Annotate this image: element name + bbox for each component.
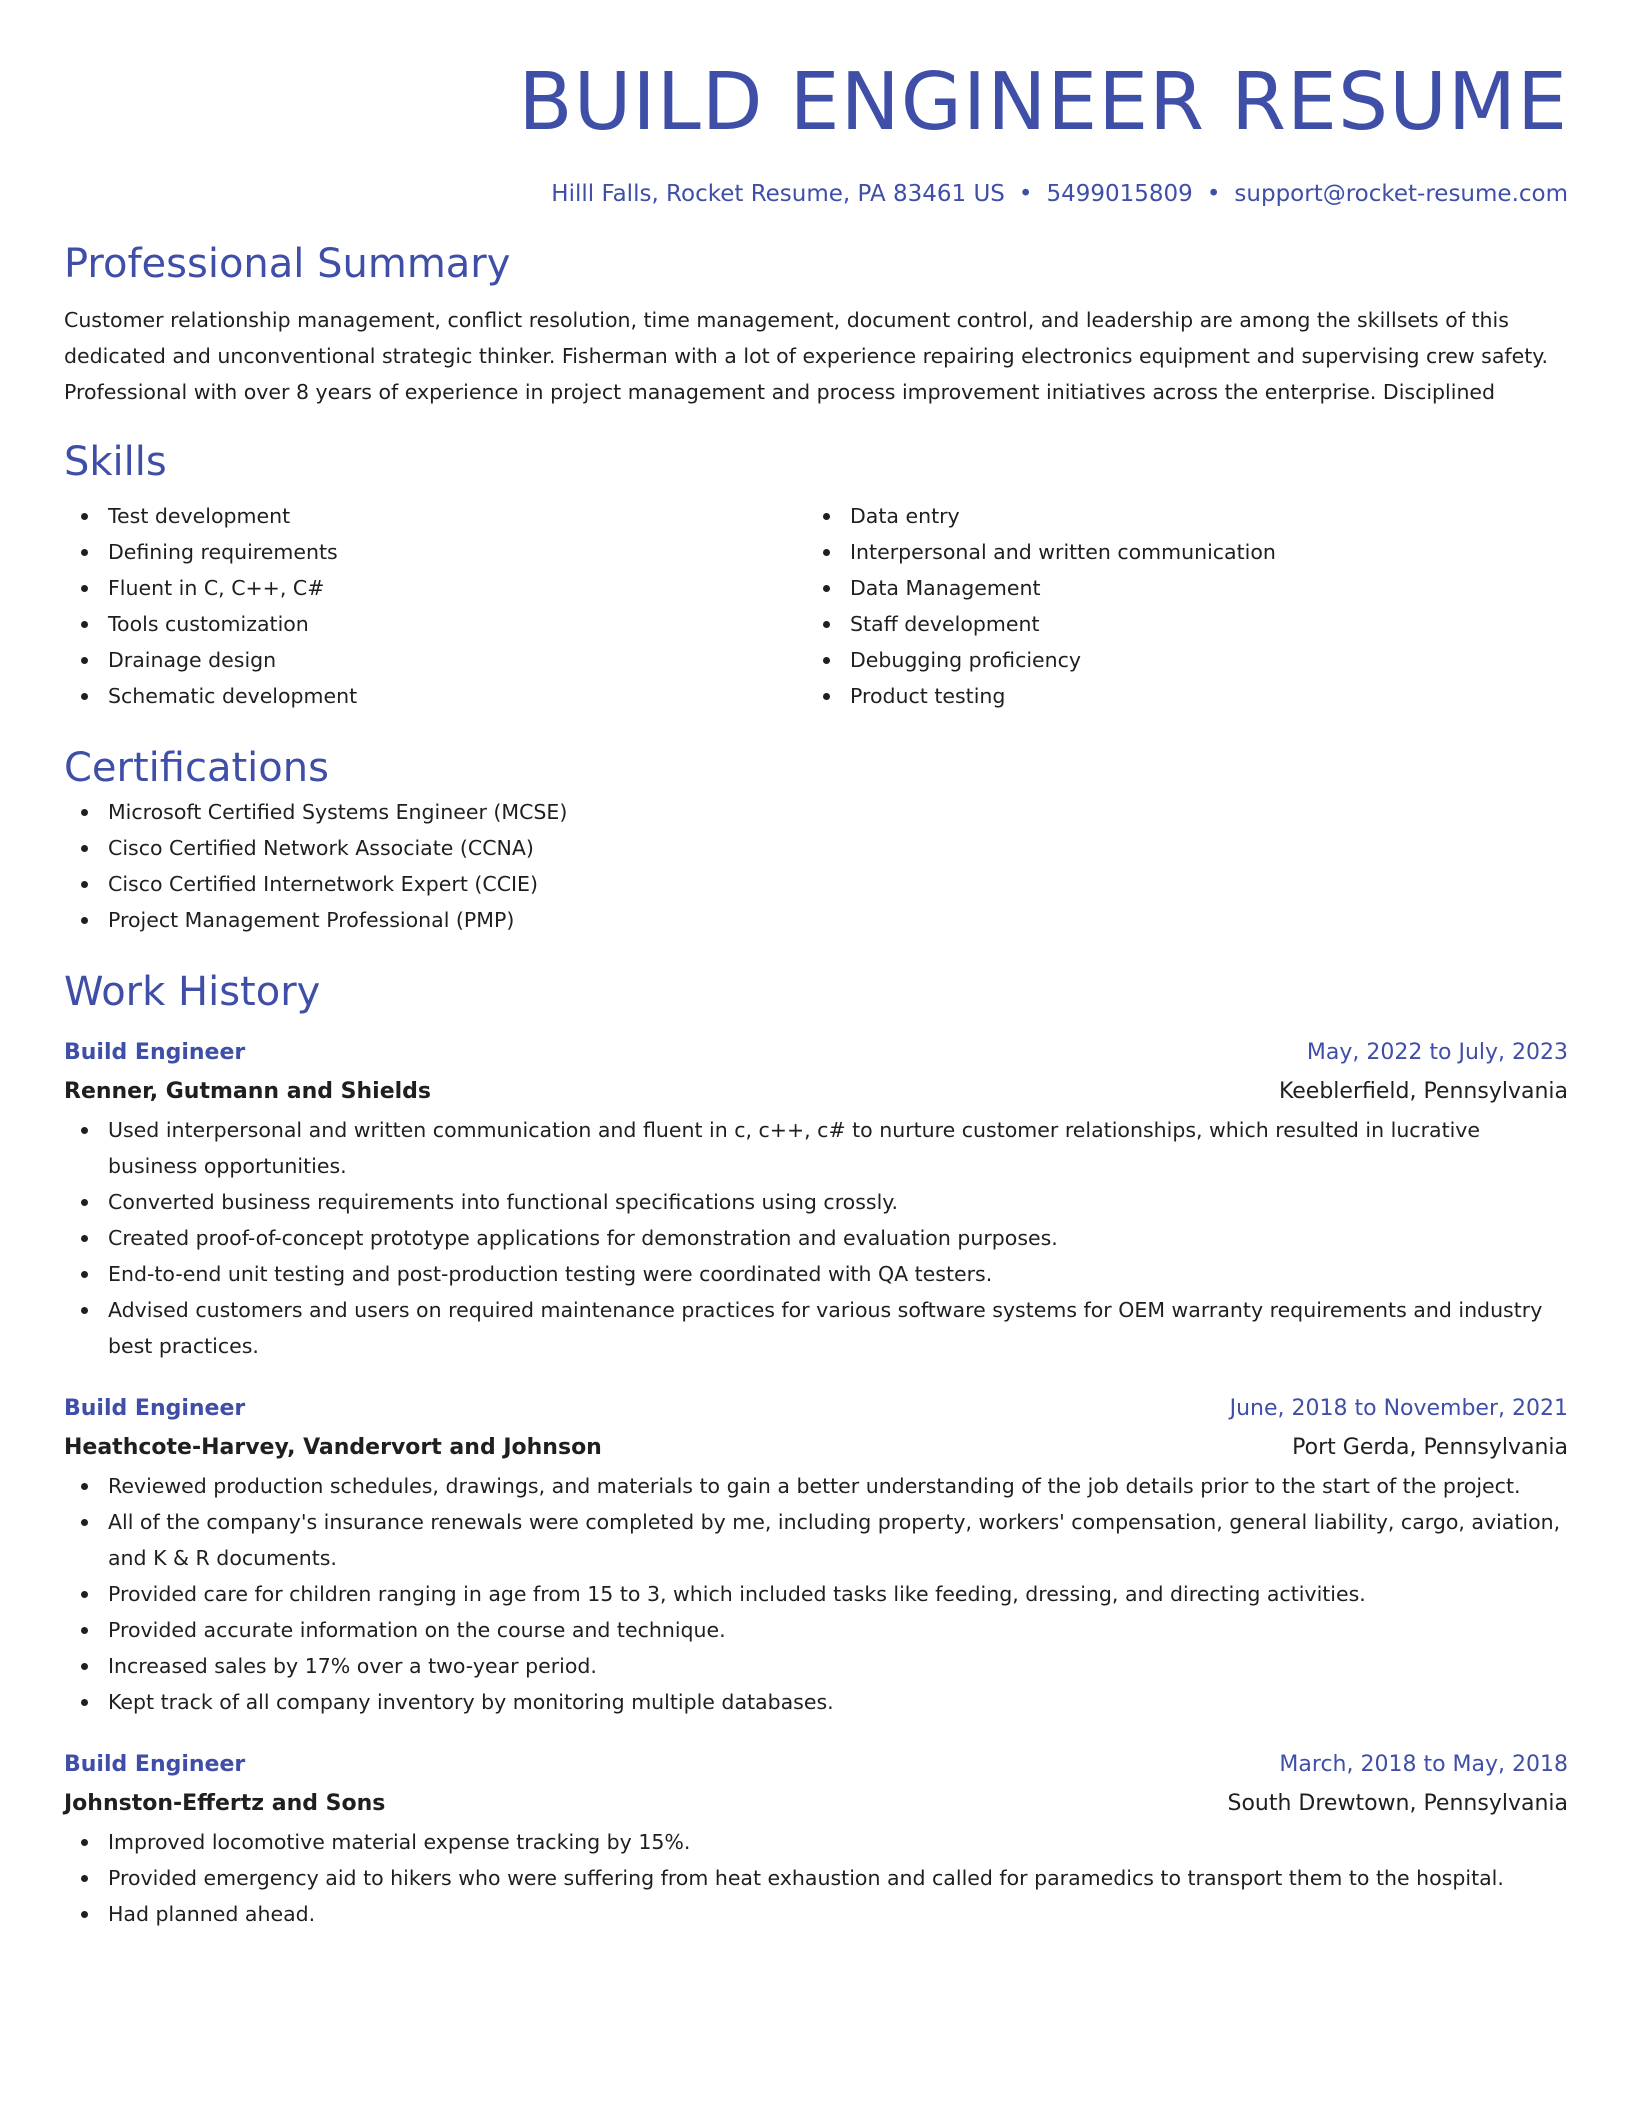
job-title: Build Engineer <box>64 1752 246 1777</box>
skills-grid <box>64 498 1568 714</box>
job-bullets <box>64 1112 1568 1364</box>
skill-item: Data entry <box>806 498 1548 534</box>
certification-item: Project Management Professional (PMP) <box>64 902 1568 938</box>
job-dates: March, 2018 to May, 2018 <box>1279 1752 1568 1777</box>
job-company: Heathcote-Harvey, Vandervort and Johnson <box>64 1435 602 1460</box>
contact-separator: • <box>1018 181 1033 207</box>
skill-item: Interpersonal and written communication <box>806 534 1548 570</box>
skill-item: Fluent in C, C++, C# <box>64 570 806 606</box>
job-bullet: Increased sales by 17% over a two-year period. <box>64 1648 1568 1684</box>
skill-item: Drainage design <box>64 642 806 678</box>
skills-list-right <box>806 498 1548 714</box>
job-company-row <box>64 1428 1568 1468</box>
skill-item: Product testing <box>806 678 1548 714</box>
job-bullet: Advised customers and users on required maintenance practices for various software systems for OEM warranty requirements and industry best practices. <box>64 1292 1568 1364</box>
job-company-row <box>64 1072 1568 1112</box>
summary-text: Customer relationship management, conflict resolution, time management, document control, and leadership are among the skillsets of this dedicated and unconventional strategic thinker. Fisherman with a lot of experience repairing electronics equipment and supervising crew safety. Professional with over 8 years of experience in project management and process improvement initiatives across the enterprise. Disciplined <box>64 308 1548 404</box>
job-location: Port Gerda, Pennsylvania <box>1292 1435 1568 1460</box>
job-company: Johnston-Effertz and Sons <box>64 1791 386 1816</box>
certification-item: Cisco Certified Internetwork Expert (CCIE) <box>64 866 1568 902</box>
skills-column-right <box>806 498 1548 714</box>
certifications-heading: Certifications <box>64 745 329 791</box>
skill-item: Test development <box>64 498 806 534</box>
skill-item: Schematic development <box>64 678 806 714</box>
work-history-heading: Work History <box>64 969 321 1015</box>
job-entry <box>64 1390 1568 1720</box>
contact-address: Hilll Falls, Rocket Resume, PA 83461 US <box>551 181 1005 207</box>
contact-line <box>64 178 1568 210</box>
job-header-row <box>64 1034 1568 1072</box>
skill-item: Data Management <box>806 570 1548 606</box>
job-bullet: Kept track of all company inventory by monitoring multiple databases. <box>64 1684 1568 1720</box>
contact-phone: 5499015809 <box>1046 181 1193 207</box>
job-company-row <box>64 1784 1568 1824</box>
job-entry <box>64 1034 1568 1364</box>
skills-list-left <box>64 498 806 714</box>
skill-item: Staff development <box>806 606 1548 642</box>
skill-item: Debugging proficiency <box>806 642 1548 678</box>
job-dates: May, 2022 to July, 2023 <box>1306 1040 1568 1065</box>
job-bullets <box>64 1468 1568 1720</box>
job-bullet: Improved locomotive material expense tracking by 15%. <box>64 1824 1568 1860</box>
job-bullets <box>64 1824 1568 1932</box>
job-entry <box>64 1746 1568 1932</box>
summary-heading: Professional Summary <box>64 241 511 287</box>
resume-page <box>64 0 1568 1932</box>
job-bullet: Converted business requirements into functional specifications using crossly. <box>64 1184 1568 1220</box>
job-bullet: Created proof-of-concept prototype applications for demonstration and evaluation purposes. <box>64 1220 1568 1256</box>
job-title: Build Engineer <box>64 1396 246 1421</box>
skill-item: Defining requirements <box>64 534 806 570</box>
job-bullet: Reviewed production schedules, drawings, and materials to gain a better understanding of the job details prior to the start of the project. <box>64 1468 1568 1504</box>
skills-column-left <box>64 498 806 714</box>
job-location: South Drewtown, Pennsylvania <box>1227 1791 1568 1816</box>
job-bullet: Provided care for children ranging in age from 15 to 3, which included tasks like feeding, dressing, and directing activities. <box>64 1576 1568 1612</box>
job-bullet: Provided emergency aid to hikers who were suffering from heat exhaustion and called for paramedics to transport them to the hospital. <box>64 1860 1568 1896</box>
job-location: Keeblerfield, Pennsylvania <box>1278 1079 1568 1104</box>
certifications-list <box>64 794 1568 938</box>
certification-item: Microsoft Certified Systems Engineer (MCSE) <box>64 794 1568 830</box>
job-header-row <box>64 1746 1568 1784</box>
job-bullet: Provided accurate information on the course and technique. <box>64 1612 1568 1648</box>
job-bullet: End-to-end unit testing and post-production testing were coordinated with QA testers. <box>64 1256 1568 1292</box>
job-bullet: Used interpersonal and written communication and fluent in c, c++, c# to nurture customer relationships, which resulted in lucrative business opportunities. <box>64 1112 1568 1184</box>
job-dates: June, 2018 to November, 2021 <box>1229 1396 1568 1421</box>
job-company: Renner, Gutmann and Shields <box>64 1079 431 1104</box>
job-bullet: Had planned ahead. <box>64 1896 1568 1932</box>
certification-item: Cisco Certified Network Associate (CCNA) <box>64 830 1568 866</box>
skills-heading: Skills <box>64 439 167 485</box>
job-title: Build Engineer <box>64 1040 246 1065</box>
skill-item: Tools customization <box>64 606 806 642</box>
job-header-row <box>64 1390 1568 1428</box>
resume-title: BUILD ENGINEER RESUME <box>518 56 1568 148</box>
contact-email: support@rocket-resume.com <box>1234 181 1568 207</box>
contact-separator: • <box>1206 181 1221 207</box>
job-bullet: All of the company's insurance renewals were completed by me, including property, workers' compensation, general liability, cargo, aviation, and K & R documents. <box>64 1504 1568 1576</box>
